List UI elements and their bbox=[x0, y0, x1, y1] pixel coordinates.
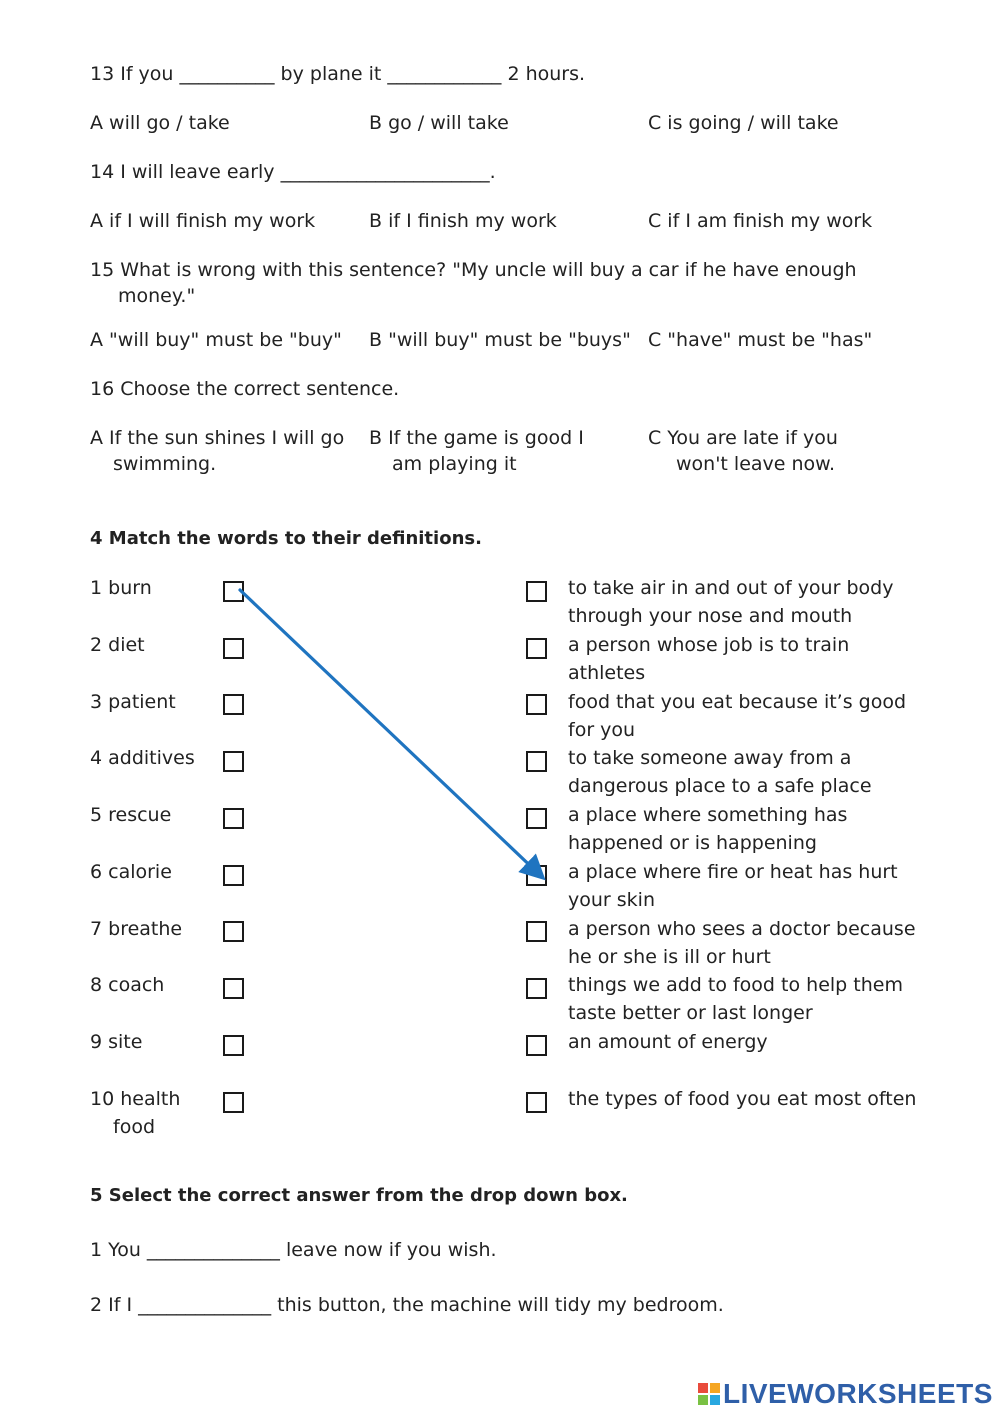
definition-item: things we add to food to help them taste better or last longer bbox=[568, 974, 903, 1024]
right-match-checkbox[interactable] bbox=[526, 1092, 547, 1113]
left-match-checkbox[interactable] bbox=[223, 1092, 244, 1113]
left-match-checkbox[interactable] bbox=[223, 581, 244, 602]
right-match-checkbox[interactable] bbox=[526, 694, 547, 715]
right-match-checkbox[interactable] bbox=[526, 638, 547, 659]
part4-heading: 4 Match the words to their definitions. bbox=[90, 528, 482, 549]
left-match-checkbox[interactable] bbox=[223, 751, 244, 772]
left-match-checkbox[interactable] bbox=[223, 638, 244, 659]
q13-option-c[interactable]: C is going / will take bbox=[648, 112, 839, 134]
left-match-checkbox[interactable] bbox=[223, 978, 244, 999]
q14-stem: 14 I will leave early ______________________. bbox=[90, 161, 496, 183]
q16-option-a-line2[interactable]: swimming. bbox=[113, 453, 217, 475]
definition-item: an amount of energy bbox=[568, 1031, 768, 1053]
right-match-checkbox[interactable] bbox=[526, 808, 547, 829]
word-item: 2 diet bbox=[90, 634, 145, 656]
q14-option-a[interactable]: A if I will finish my work bbox=[90, 210, 316, 232]
q13-stem: 13 If you __________ by plane it ____________ 2 hours. bbox=[90, 63, 586, 85]
q16-option-c-line2[interactable]: won't leave now. bbox=[676, 453, 836, 475]
word-item: 6 calorie bbox=[90, 861, 172, 883]
definition-item: a person whose job is to train athletes bbox=[568, 634, 850, 684]
word-item: 4 additives bbox=[90, 747, 195, 769]
liveworksheets-logo-text: LIVEWORKSHEETS bbox=[723, 1378, 993, 1409]
liveworksheets-logo bbox=[698, 1378, 993, 1410]
definition-item: the types of food you eat most often bbox=[568, 1088, 917, 1110]
word-item: 9 site bbox=[90, 1031, 143, 1053]
q13-option-a[interactable]: A will go / take bbox=[90, 112, 230, 134]
definition-item: to take air in and out of your body through your nose and mouth bbox=[568, 577, 894, 627]
word-item: 5 rescue bbox=[90, 804, 172, 826]
q15-option-a[interactable]: A "will buy" must be "buy" bbox=[90, 329, 342, 351]
left-match-checkbox[interactable] bbox=[223, 694, 244, 715]
q15-stem-line1: 15 What is wrong with this sentence? "My uncle will buy a car if he have enough bbox=[90, 259, 857, 281]
right-match-checkbox[interactable] bbox=[526, 978, 547, 999]
left-match-checkbox[interactable] bbox=[223, 921, 244, 942]
part5-q2[interactable]: 2 If I ______________ this button, the machine will tidy my bedroom. bbox=[90, 1294, 724, 1316]
q16-stem: 16 Choose the correct sentence. bbox=[90, 378, 400, 400]
left-match-checkbox[interactable] bbox=[223, 1035, 244, 1056]
q16-option-b-line2[interactable]: am playing it bbox=[392, 453, 517, 475]
q14-option-b[interactable]: B if I finish my work bbox=[369, 210, 557, 232]
liveworksheets-logo-mark bbox=[698, 1383, 720, 1405]
word-item: 10 health food bbox=[90, 1088, 181, 1138]
q15-option-c[interactable]: C "have" must be "has" bbox=[648, 329, 873, 351]
word-item: 1 burn bbox=[90, 577, 152, 599]
right-match-checkbox[interactable] bbox=[526, 865, 547, 886]
q14-option-c[interactable]: C if I am finish my work bbox=[648, 210, 873, 232]
part5-q1[interactable]: 1 You ______________ leave now if you wish. bbox=[90, 1239, 497, 1261]
right-match-checkbox[interactable] bbox=[526, 921, 547, 942]
left-match-checkbox[interactable] bbox=[223, 865, 244, 886]
q16-option-c-line1[interactable]: C You are late if you bbox=[648, 427, 838, 449]
definition-item: a person who sees a doctor because he or she is ill or hurt bbox=[568, 918, 916, 968]
right-match-checkbox[interactable] bbox=[526, 1035, 547, 1056]
q15-stem-line2: money." bbox=[118, 285, 196, 307]
q15-option-b[interactable]: B "will buy" must be "buys" bbox=[369, 329, 631, 351]
q13-option-b[interactable]: B go / will take bbox=[369, 112, 509, 134]
part5-heading: 5 Select the correct answer from the drop down box. bbox=[90, 1185, 628, 1206]
definition-item: a place where fire or heat has hurt your skin bbox=[568, 861, 898, 911]
q16-option-b-line1[interactable]: B If the game is good I bbox=[369, 427, 584, 449]
definition-item: food that you eat because it’s good for you bbox=[568, 691, 907, 741]
word-item: 7 breathe bbox=[90, 918, 183, 940]
q16-option-a-line1[interactable]: A If the sun shines I will go bbox=[90, 427, 345, 449]
right-match-checkbox[interactable] bbox=[526, 581, 547, 602]
definition-item: to take someone away from a dangerous place to a safe place bbox=[568, 747, 872, 797]
left-match-checkbox[interactable] bbox=[223, 808, 244, 829]
word-item: 3 patient bbox=[90, 691, 176, 713]
definition-item: a place where something has happened or is happening bbox=[568, 804, 848, 854]
word-item: 8 coach bbox=[90, 974, 165, 996]
right-match-checkbox[interactable] bbox=[526, 751, 547, 772]
